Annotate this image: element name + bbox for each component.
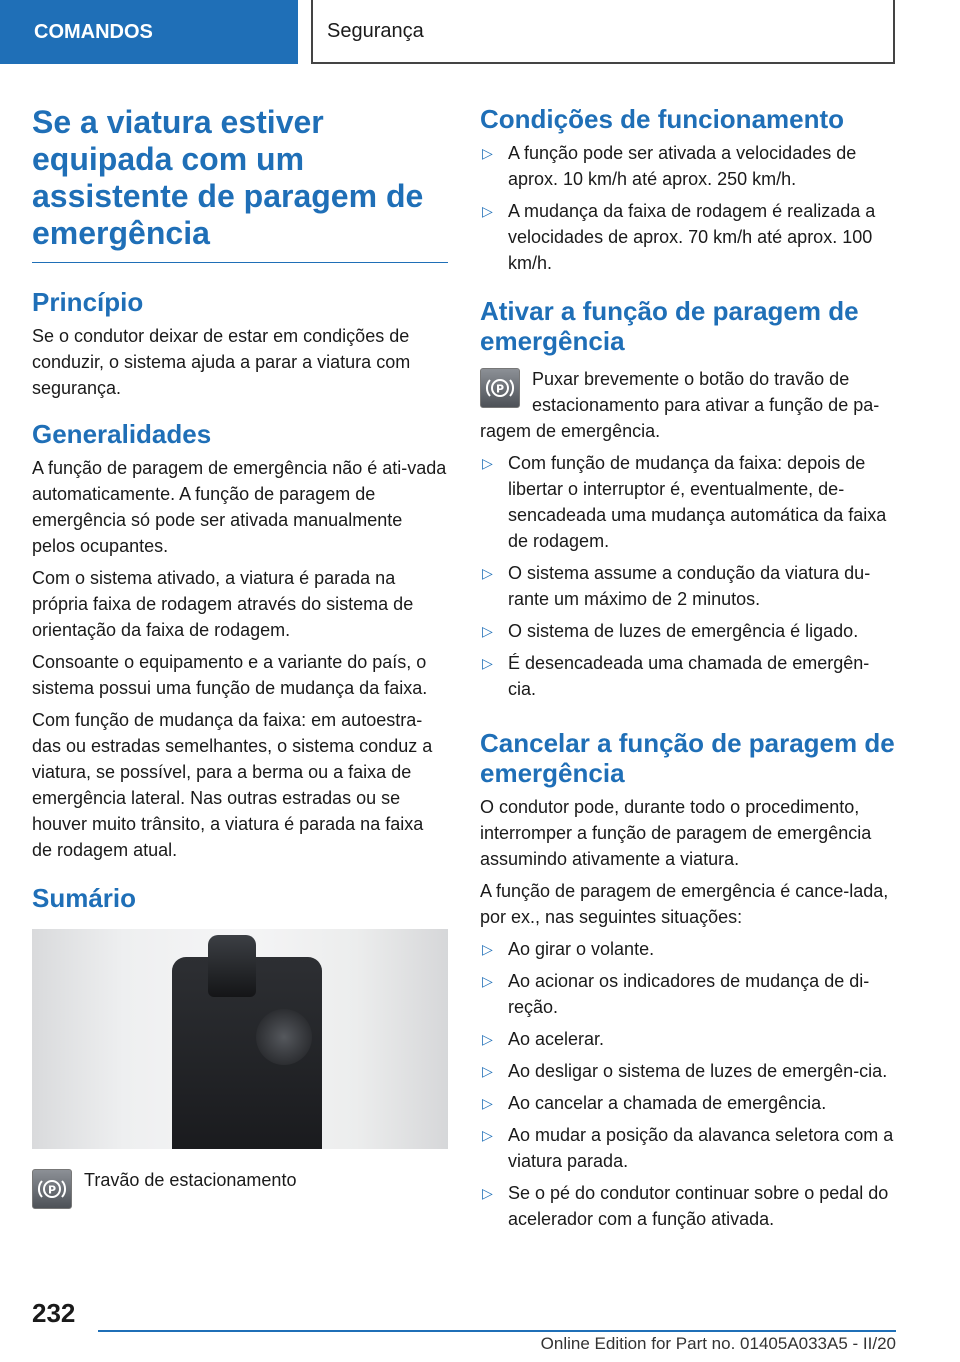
ativar-intro: Puxar brevemente o botão do travão de estacionamento para ativar a função de pa-ragem de emergência.: [480, 369, 880, 441]
cancelar-list: [480, 936, 896, 1232]
bullet-triangle-icon: ▷: [482, 623, 493, 639]
heading-generalidades: Generalidades: [32, 419, 212, 449]
footer-rule: [98, 1330, 896, 1332]
heading-ativar: Ativar a função de paragem de emergência: [480, 296, 859, 356]
list-item-text: Ao girar o volante.: [508, 939, 655, 959]
ativar-list: [480, 450, 896, 702]
list-item: [480, 618, 896, 644]
svg-text:P: P: [47, 1183, 57, 1197]
heading-condicoes: Condições de funcionamento: [480, 104, 845, 134]
list-item-text: Ao cancelar a chamada de emergência.: [508, 1093, 827, 1113]
generalidades-p3: Consoante o equipamento e a variante do país, o sistema possui uma função de mudança da faixa.: [32, 652, 428, 698]
bullet-triangle-icon: ▷: [482, 1095, 493, 1111]
list-item-text: É desencadeada uma chamada de emergên-cia.: [508, 653, 870, 699]
list-item-text: Se o pé do condutor continuar sobre o pedal do acelerador com a função ativada.: [508, 1183, 889, 1229]
bullet-triangle-icon: ▷: [482, 1031, 493, 1047]
list-item-text: Ao acionar os indicadores de mudança de di-reção.: [508, 971, 870, 1017]
cancelar-p2: A função de paragem de emergência é cance-lada, por ex., nas seguintes situações:: [480, 881, 889, 927]
list-item-text: Ao acelerar.: [508, 1029, 605, 1049]
list-item-text: A mudança da faixa de rodagem é realizada a velocidades de aprox. 70 km/h até aprox. 100 km/h.: [508, 201, 876, 273]
list-item-text: O sistema assume a condução da viatura du-rante um máximo de 2 minutos.: [508, 563, 871, 609]
list-item: [480, 968, 896, 1020]
bullet-triangle-icon: ▷: [482, 941, 493, 957]
list-item: [480, 1026, 896, 1052]
left-column: [32, 100, 448, 1211]
heading-sumario: Sumário: [32, 883, 137, 913]
subsection-title: Segurança: [311, 0, 895, 64]
bullet-triangle-icon: ▷: [482, 1185, 493, 1201]
list-item: [480, 1180, 896, 1232]
list-item: [480, 650, 896, 702]
generalidades-p1: A função de paragem de emergência não é ati-vada automaticamente. A função de paragem de emergência só pode ser ativada manualmente pelos ocupantes.: [32, 458, 447, 556]
list-item-text: Com função de mudança da faixa: depois de libertar o interruptor é, eventualmente, de-sencadeada uma mudança automática da faixa de rodagem.: [508, 453, 887, 551]
list-item: [480, 450, 896, 554]
bullet-triangle-icon: ▷: [482, 1063, 493, 1079]
list-item: [480, 1090, 896, 1116]
heading-principio: Princípio: [32, 287, 144, 317]
list-item: [480, 1058, 896, 1084]
ativar-intro-row: [480, 366, 896, 444]
caption-row: [32, 1167, 448, 1197]
list-item: [480, 936, 896, 962]
bullet-triangle-icon: ▷: [482, 565, 493, 581]
caption-text: Travão de estacionamento: [84, 1170, 297, 1190]
list-item: [480, 1122, 896, 1174]
gear-selector: [208, 935, 256, 997]
bullet-triangle-icon: ▷: [482, 455, 493, 471]
svg-text:P: P: [495, 382, 505, 396]
generalidades-p2: Com o sistema ativado, a viatura é parada na própria faixa de rodagem através do sistema de orientação da faixa de rodagem.: [32, 568, 414, 640]
list-item-text: A função pode ser ativada a velocidades de aprox. 10 km/h até aprox. 250 km/h.: [508, 143, 857, 189]
bullet-triangle-icon: ▷: [482, 1127, 493, 1143]
parking-brake-icon: [480, 368, 520, 408]
condicoes-list: [480, 140, 896, 276]
heading-cancelar: Cancelar a função de paragem de emergência: [480, 728, 895, 788]
generalidades-p4: Com função de mudança da faixa: em autoestra-das ou estradas semelhantes, o sistema conduz a viatura, se possível, para a berma ou a faixa de emergência lateral. Nas outras estradas ou se houver muito trânsito, a viatura é parada na faixa de rodagem atual.: [32, 710, 433, 860]
page-number: 232: [32, 1298, 76, 1328]
edition-text: Online Edition for Part no. 01405A033A5 - II/20: [540, 1334, 896, 1353]
list-item-text: Ao mudar a posição da alavanca seletora com a viatura parada.: [508, 1125, 894, 1171]
list-item: [480, 140, 896, 192]
section-tab: COMANDOS: [0, 0, 298, 64]
principio-text: Se o condutor deixar de estar em condições de conduzir, o sistema ajuda a parar a viatura com segurança.: [32, 326, 411, 398]
parking-brake-icon: [32, 1169, 72, 1209]
bullet-triangle-icon: ▷: [482, 145, 493, 161]
right-column: [480, 100, 896, 1232]
idrive-controller: [256, 1009, 312, 1065]
list-item-text: O sistema de luzes de emergência é ligado.: [508, 621, 859, 641]
list-item-text: Ao desligar o sistema de luzes de emergên-cia.: [508, 1061, 888, 1081]
bullet-triangle-icon: ▷: [482, 973, 493, 989]
cancelar-p1: O condutor pode, durante todo o procedimento, interromper a função de paragem de emergência assumindo ativamente a viatura.: [480, 797, 872, 869]
page-title: Se a viatura estiver equipada com um assistente de paragem de emergência: [32, 104, 448, 263]
list-item: [480, 198, 896, 276]
list-item: [480, 560, 896, 612]
bullet-triangle-icon: ▷: [482, 203, 493, 219]
bullet-triangle-icon: ▷: [482, 655, 493, 671]
console-photo: [32, 929, 448, 1149]
